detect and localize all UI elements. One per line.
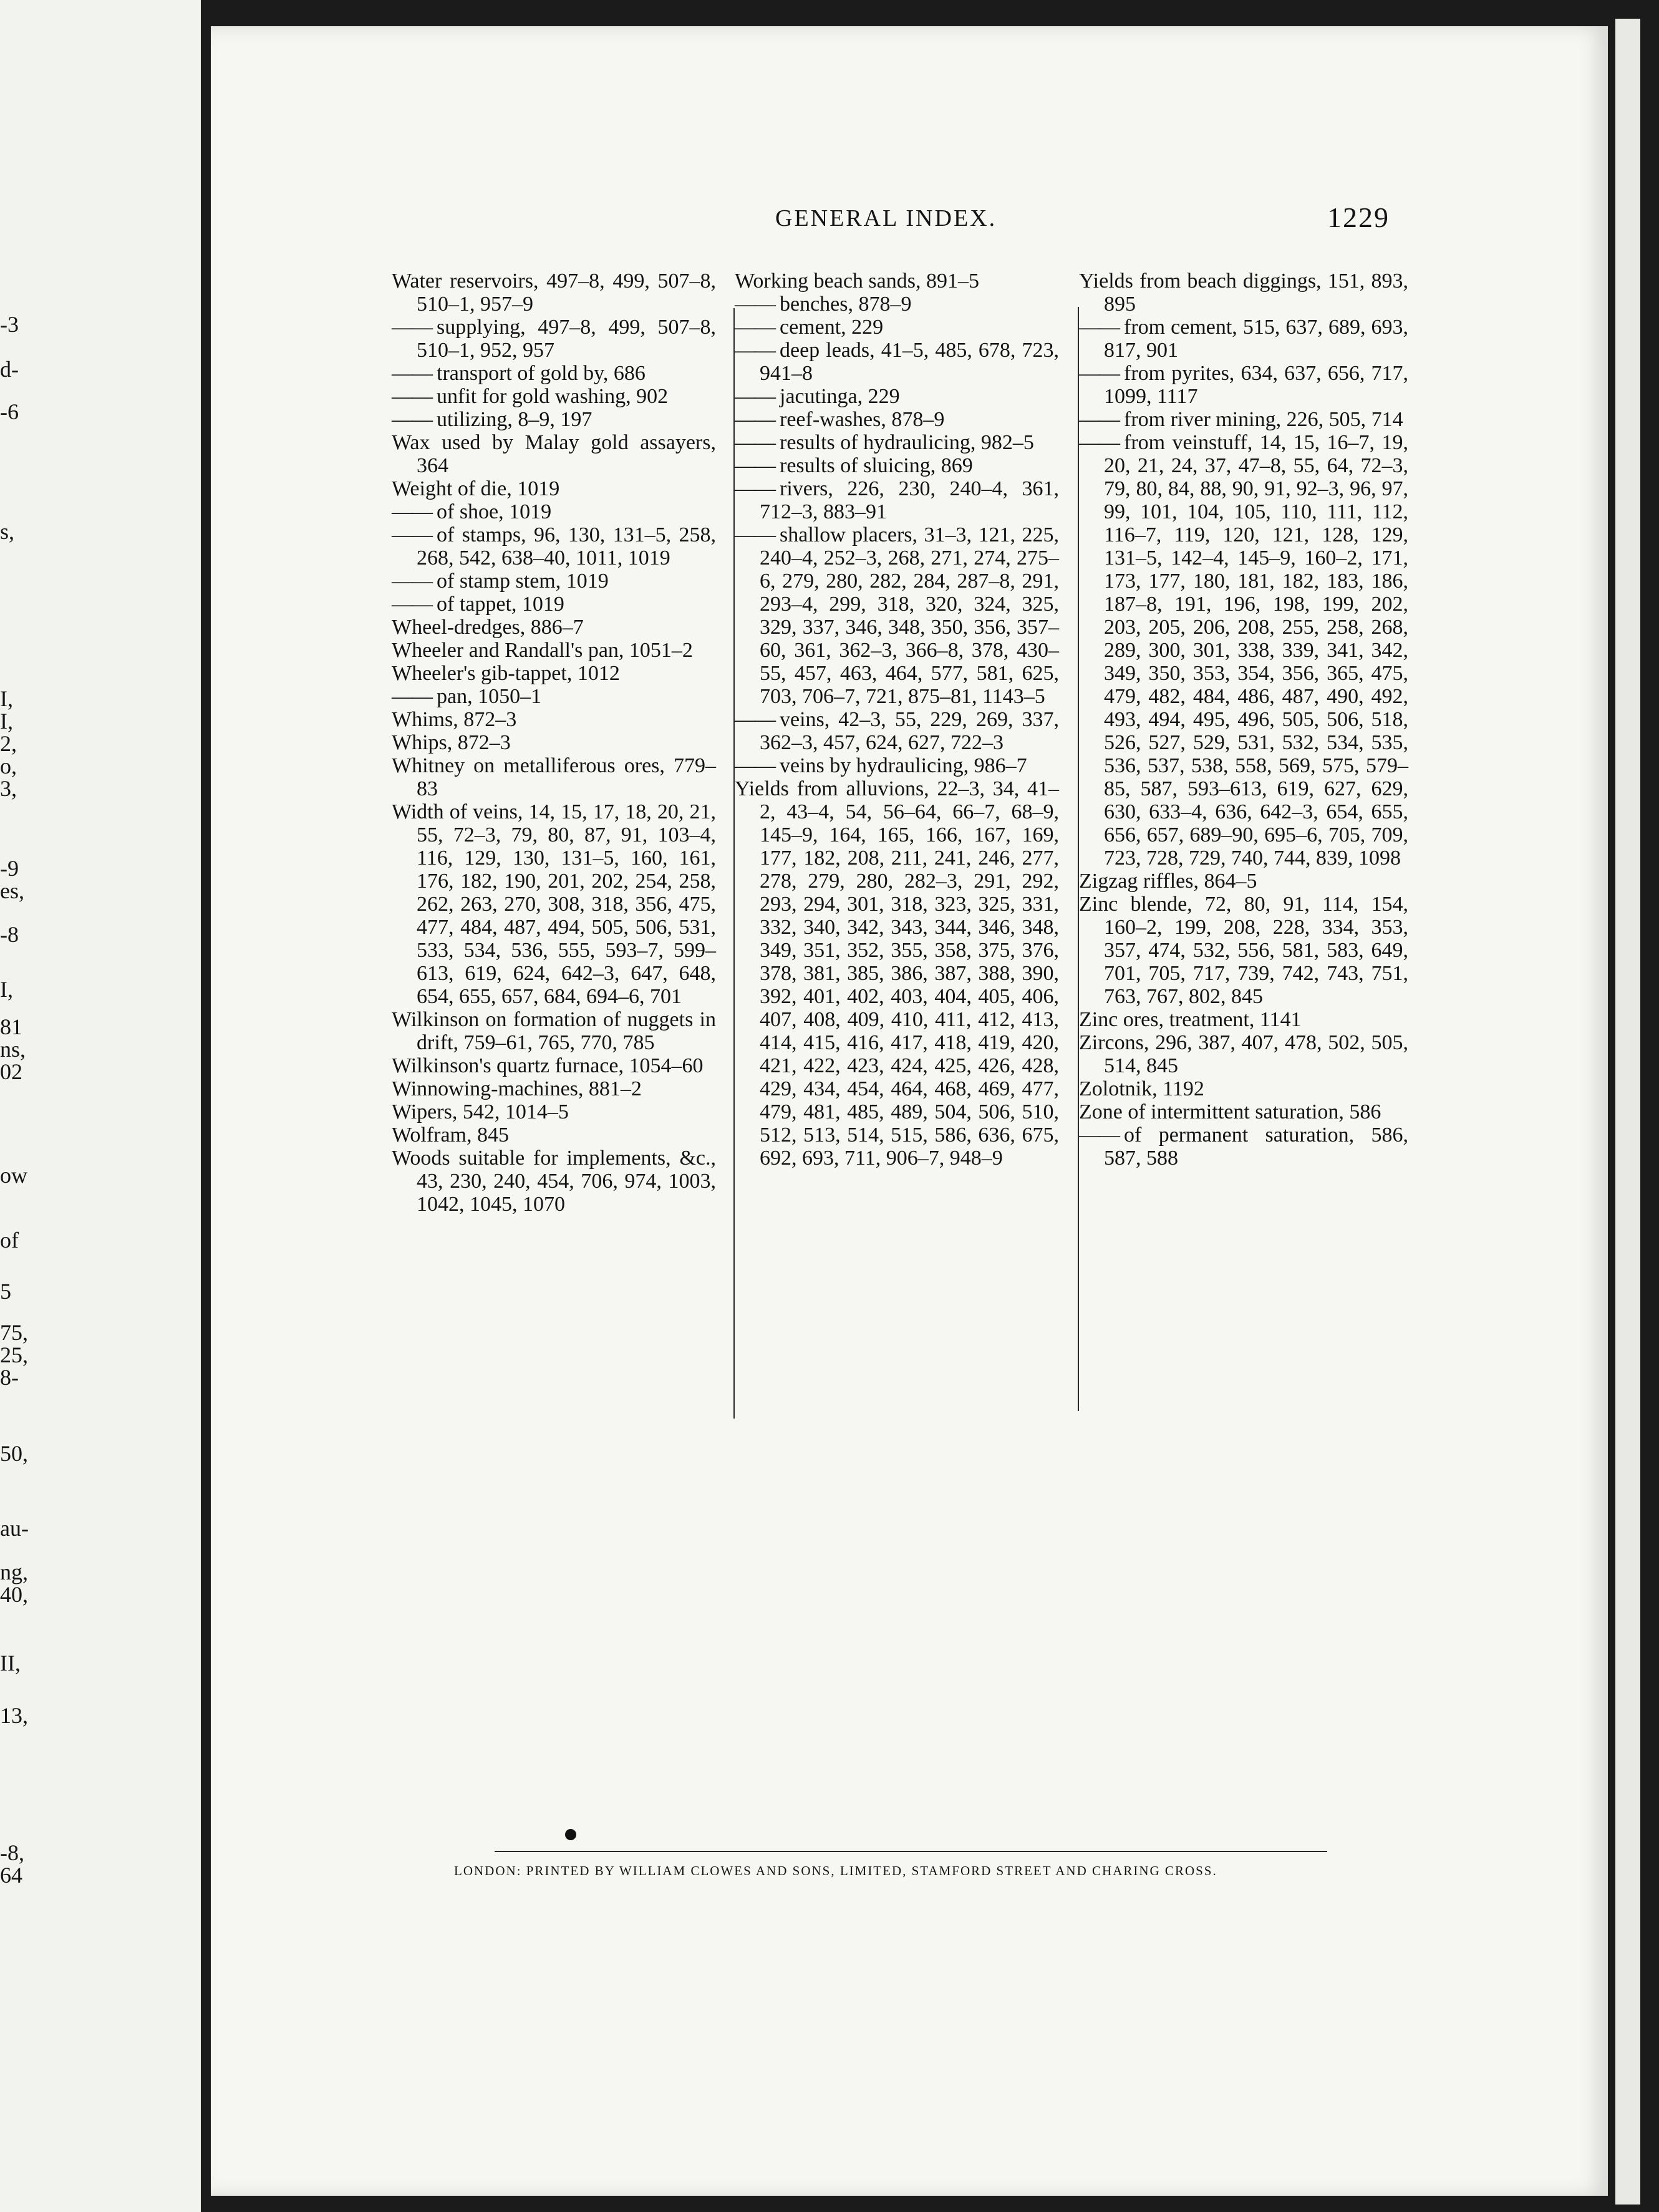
index-subentry: —— shallow placers, 31–3, 121, 225, 240–4, 252–3, 268, 271, 274, 275–6, 279, 280, 282, 284, 287–8, 291, 293–4, 299, 318, 320, 324, 325, 329, 337, 346, 348, 350, 356, 357–60, 361, 362–3, 366–8, 378, 430–55, 457, 463, 464, 577, 581, 625, 703, 706–7, 721, 875–81, 1143–5 bbox=[735, 523, 1059, 708]
index-entry: Yields from beach diggings, 151, 893, 895 bbox=[1079, 269, 1408, 316]
previous-page-edge bbox=[0, 0, 201, 2212]
index-subentry: —— pan, 1050–1 bbox=[392, 685, 716, 708]
index-subentry: —— unfit for gold washing, 902 bbox=[392, 385, 716, 408]
previous-page-text-fragment: es, bbox=[0, 878, 24, 903]
index-entry: Winnowing-machines, 881–2 bbox=[392, 1077, 642, 1100]
index-column-1 bbox=[392, 269, 716, 1216]
previous-page-text-fragment: I, bbox=[0, 686, 13, 711]
index-subentry: —— of stamps, 96, 130, 131–5, 258, 268, 542, 638–40, 1011, 1019 bbox=[392, 523, 716, 570]
previous-page-text-fragment: -3 bbox=[0, 312, 19, 337]
index-entry: Yields from alluvions, 22–3, 34, 41–2, 43–4, 54, 56–64, 66–7, 68–9, 145–9, 164, 165, 166, 167, 169, 177, 182, 208, 211, 241, 246, 277, 278, 279, 280, 282–3, 291, 292, 293, 294, 301, 318, 323, 325, 331, 332, 340, 342, 343, 344, 346, 348, 349, 351, 352, 355, 358, 375, 376, 378, 381, 385, 386, 387, 388, 390, 392, 401, 402, 403, 404, 405, 406, 407, 408, 409, 410, 411, 412, 413, 414, 415, 416, 417, 418, 419, 420, 421, 422, 423, 424, 425, 426, 428, 429, 434, 454, 464, 468, 469, 477, 479, 481, 485, 489, 504, 506, 510, 512, 513, 514, 515, 586, 636, 675, 692, 693, 711, 906–7, 948–9 bbox=[735, 777, 1059, 1170]
previous-page-text-fragment: s, bbox=[0, 519, 15, 544]
previous-page-text-fragment: o, bbox=[0, 754, 17, 779]
previous-page-text-fragment: 81 bbox=[0, 1014, 22, 1039]
index-entry: Zinc ores, treatment, 1141 bbox=[1079, 1008, 1302, 1031]
index-entry: Whims, 872–3 bbox=[392, 708, 517, 731]
index-entry: Wax used by Malay gold assayers, 364 bbox=[392, 431, 716, 477]
index-subentry: —— supplying, 497–8, 499, 507–8, 510–1, 952, 957 bbox=[392, 316, 716, 362]
previous-page-text-fragment: 25, bbox=[0, 1342, 28, 1367]
index-subentry: —— of stamp stem, 1019 bbox=[392, 570, 716, 593]
previous-page-text-fragment: au- bbox=[0, 1516, 29, 1541]
running-title: GENERAL INDEX. bbox=[775, 205, 997, 231]
index-entry: Water reservoirs, 497–8, 499, 507–8, 510–1, 957–9 bbox=[392, 269, 716, 316]
index-subentry: —— of permanent saturation, 586, 587, 588 bbox=[1079, 1123, 1408, 1170]
footer-rule bbox=[495, 1851, 1327, 1852]
index-subentry: —— cement, 229 bbox=[735, 316, 1059, 339]
previous-page-text-fragment: I, bbox=[0, 709, 13, 734]
index-subentry: —— results of hydraulicing, 982–5 bbox=[735, 431, 1059, 454]
previous-page-text-fragment: 40, bbox=[0, 1582, 28, 1607]
index-column-2 bbox=[735, 269, 1059, 1170]
printer-imprint: LONDON: PRINTED BY WILLIAM CLOWES AND SONS, LIMITED, STAMFORD STREET AND CHARING CROSS. bbox=[454, 1863, 1217, 1878]
index-entry: Whitney on metalliferous ores, 779–83 bbox=[392, 754, 716, 800]
previous-page-text-fragment: 50, bbox=[0, 1441, 28, 1466]
index-entry: Working beach sands, 891–5 bbox=[735, 269, 979, 293]
previous-page-text-fragment: 8- bbox=[0, 1365, 19, 1390]
page-header bbox=[211, 201, 1608, 242]
index-entry: Weight of die, 1019 bbox=[392, 477, 560, 500]
previous-page-text-fragment: of bbox=[0, 1228, 19, 1253]
index-entry: Wilkinson's quartz furnace, 1054–60 bbox=[392, 1054, 704, 1077]
index-entry: Woods suitable for implements, &c., 43, 230, 240, 454, 706, 974, 1003, 1042, 1045, 1070 bbox=[392, 1147, 716, 1216]
index-subentry: —— from veinstuff, 14, 15, 16–7, 19, 20, 21, 24, 37, 47–8, 55, 64, 72–3, 79, 80, 84, 88, 90, 91, 92–3, 96, 97, 99, 101, 104, 105, 110, 111, 112, 116–7, 119, 120, 121, 128, 129, 131–5, 142–4, 145–9, 160–2, 171, 173, 177, 180, 181, 182, 183, 186, 187–8, 191, 196, 198, 199, 202, 203, 205, 206, 208, 255, 258, 268, 289, 300, 301, 338, 339, 341, 342, 349, 350, 353, 354, 356, 365, 475, 479, 482, 484, 486, 487, 490, 492, 493, 494, 495, 496, 505, 506, 518, 526, 527, 529, 531, 532, 534, 535, 536, 537, 538, 558, 569, 575, 579–85, 587, 593–613, 619, 627, 629, 630, 633–4, 636, 642–3, 654, 655, 656, 657, 689–90, 695–6, 705, 709, 723, 728, 729, 740, 744, 839, 1098 bbox=[1079, 431, 1408, 870]
index-entry: Zinc blende, 72, 80, 91, 114, 154, 160–2, 199, 208, 228, 334, 353, 357, 474, 532, 556, 581, 583, 649, 701, 705, 717, 739, 742, 743, 751, 763, 767, 802, 845 bbox=[1079, 893, 1408, 1008]
previous-page-text-fragment: 13, bbox=[0, 1703, 28, 1728]
index-subentry: —— deep leads, 41–5, 485, 678, 723, 941–8 bbox=[735, 339, 1059, 385]
previous-page-text-fragment: -8, bbox=[0, 1840, 24, 1865]
index-subentry: —— jacutinga, 229 bbox=[735, 385, 1059, 408]
previous-page-text-fragment: ng, bbox=[0, 1560, 28, 1584]
previous-page-text-fragment: ns, bbox=[0, 1037, 26, 1062]
previous-page-text-fragment: -9 bbox=[0, 856, 19, 881]
index-entry: Wheeler and Randall's pan, 1051–2 bbox=[392, 639, 693, 662]
previous-page-text-fragment: 64 bbox=[0, 1863, 22, 1888]
previous-page-text-fragment: I, bbox=[0, 977, 13, 1002]
index-entry: Wilkinson on formation of nuggets in drift, 759–61, 765, 770, 785 bbox=[392, 1008, 716, 1054]
index-page bbox=[211, 26, 1608, 2196]
index-entry: Wolfram, 845 bbox=[392, 1123, 509, 1147]
ink-spot bbox=[565, 1829, 576, 1840]
index-subentry: —— of tappet, 1019 bbox=[392, 593, 716, 616]
previous-page-text-fragment: -8 bbox=[0, 922, 19, 947]
previous-page-text-fragment: 3, bbox=[0, 776, 17, 801]
index-entry: Wheeler's gib-tappet, 1012 bbox=[392, 662, 620, 685]
index-entry: Zone of intermittent saturation, 586 bbox=[1079, 1100, 1381, 1123]
previous-page-text-fragment: ow bbox=[0, 1163, 27, 1188]
index-entry: Width of veins, 14, 15, 17, 18, 20, 21, 55, 72–3, 79, 80, 87, 91, 103–4, 116, 129, 130, 131–5, 160, 161, 176, 182, 190, 201, 202, 254, 258, 262, 263, 270, 308, 318, 356, 475, 477, 484, 487, 494, 505, 506, 531, 533, 534, 536, 555, 593–7, 599–613, 619, 624, 642–3, 647, 648, 654, 655, 657, 684, 694–6, 701 bbox=[392, 800, 716, 1008]
previous-page-text-fragment: 5 bbox=[0, 1279, 11, 1304]
page-number: 1229 bbox=[1327, 201, 1390, 233]
previous-page-text-fragment: 2, bbox=[0, 731, 17, 756]
index-subentry: —— from river mining, 226, 505, 714 bbox=[1079, 408, 1408, 431]
index-subentry: —— benches, 878–9 bbox=[735, 293, 1059, 316]
index-subentry: —— results of sluicing, 869 bbox=[735, 454, 1059, 477]
index-subentry: —— utilizing, 8–9, 197 bbox=[392, 408, 716, 431]
previous-page-text-fragment: 02 bbox=[0, 1059, 22, 1084]
index-subentry: —— veins by hydraulicing, 986–7 bbox=[735, 754, 1059, 777]
index-entry: Wipers, 542, 1014–5 bbox=[392, 1100, 569, 1123]
index-entry: Zolotnik, 1192 bbox=[1079, 1077, 1204, 1100]
index-entry: Zigzag riffles, 864–5 bbox=[1079, 870, 1257, 893]
previous-page-text-fragment: d- bbox=[0, 357, 19, 382]
index-entry: Whips, 872–3 bbox=[392, 731, 511, 754]
index-subentry: —— from cement, 515, 637, 689, 693, 817, 901 bbox=[1079, 316, 1408, 362]
index-subentry: —— veins, 42–3, 55, 229, 269, 337, 362–3, 457, 624, 627, 722–3 bbox=[735, 708, 1059, 754]
index-entry: Wheel-dredges, 886–7 bbox=[392, 616, 584, 639]
previous-page-text-fragment: II, bbox=[0, 1651, 21, 1676]
previous-page-text-fragment: 75, bbox=[0, 1320, 28, 1345]
index-subentry: —— transport of gold by, 686 bbox=[392, 362, 716, 385]
previous-page-text-fragment: -6 bbox=[0, 399, 19, 424]
index-subentry: —— of shoe, 1019 bbox=[392, 500, 716, 523]
page-edge bbox=[1615, 19, 1640, 2205]
index-subentry: —— reef-washes, 878–9 bbox=[735, 408, 1059, 431]
index-subentry: —— rivers, 226, 230, 240–4, 361, 712–3, 883–91 bbox=[735, 477, 1059, 523]
index-entry: Zircons, 296, 387, 407, 478, 502, 505, 514, 845 bbox=[1079, 1031, 1408, 1077]
index-column-3 bbox=[1079, 269, 1408, 1170]
index-subentry: —— from pyrites, 634, 637, 656, 717, 1099, 1117 bbox=[1079, 362, 1408, 408]
